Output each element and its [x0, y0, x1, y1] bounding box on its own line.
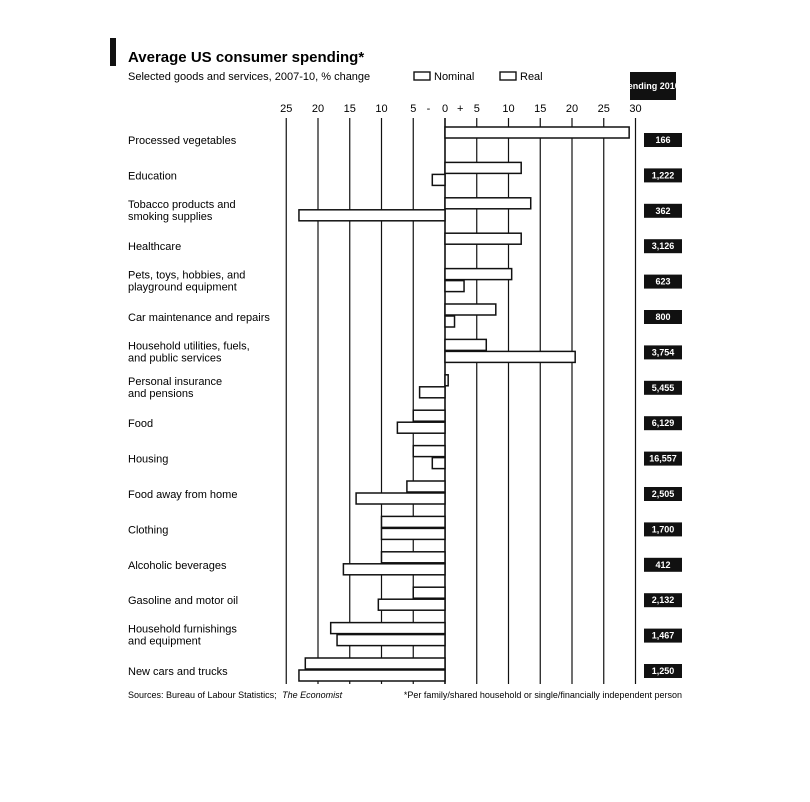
- chart-title: Average US consumer spending*: [128, 49, 365, 66]
- bar-nominal: [413, 587, 445, 598]
- spending-value: 2,505: [651, 489, 675, 499]
- bar-nominal: [445, 198, 531, 209]
- spending-value: 800: [655, 312, 671, 322]
- category-label: Alcoholic beverages: [128, 559, 227, 572]
- bar-real: [382, 528, 446, 539]
- tick-labels: [280, 103, 642, 115]
- bar-nominal: [407, 481, 445, 492]
- value-header-text: Spending 2010, $: [616, 81, 690, 91]
- bar-nominal: [445, 304, 496, 315]
- x-tick-label: +: [457, 103, 464, 115]
- spending-value: 362: [655, 205, 671, 216]
- footer: [128, 690, 682, 700]
- bar-nominal: [445, 375, 448, 386]
- footer-sources: [128, 690, 343, 700]
- spending-value: 166: [655, 135, 671, 145]
- bar-real: [432, 174, 445, 185]
- bar-nominal: [382, 552, 446, 563]
- spending-value: 3,126: [651, 241, 675, 252]
- x-tick-label: 15: [534, 103, 547, 115]
- category-label: Food: [128, 418, 154, 431]
- footer-sources-publication: The Economist: [282, 690, 343, 700]
- legend: [414, 71, 543, 83]
- chart-subtitle: Selected goods and services, 2007-10, % change: [128, 71, 371, 83]
- category-label: Pets, toys, hobbies, and playground equipment: [128, 269, 246, 294]
- bar-nominal: [413, 410, 445, 421]
- x-tick-label: -: [426, 103, 431, 115]
- category-label: Processed vegetables: [128, 135, 237, 147]
- bar-real: [299, 670, 445, 681]
- category-label: Housing: [128, 453, 169, 466]
- bar-real: [356, 493, 445, 504]
- bar-nominal: [413, 446, 445, 457]
- category-label: Household furnishings and equipment: [128, 623, 237, 648]
- bar-real: [343, 564, 445, 575]
- spending-value: 412: [655, 559, 671, 570]
- spending-value: 3,754: [651, 347, 675, 358]
- spending-values: [644, 133, 682, 678]
- bar-real: [299, 210, 445, 221]
- bar-nominal: [445, 162, 521, 173]
- bar-real: [445, 281, 464, 292]
- legend-label-real: Real: [520, 71, 543, 83]
- category-label: Food away from home: [128, 489, 238, 501]
- bars: [299, 127, 629, 681]
- category-label: Gasoline and motor oil: [128, 595, 239, 608]
- x-tick-label: 20: [311, 103, 325, 115]
- spending-value: 1,467: [651, 630, 675, 641]
- bar-real: [445, 351, 575, 362]
- bar-real: [445, 316, 455, 327]
- x-tick-label: 25: [280, 103, 293, 115]
- bar-nominal: [305, 658, 445, 669]
- category-label: Household utilities, fuels, and public services: [128, 340, 250, 365]
- x-tick-label: 25: [597, 103, 610, 115]
- bar-real: [337, 635, 445, 646]
- bar-nominal: [445, 269, 512, 280]
- spending-value: 623: [655, 276, 671, 287]
- bar-nominal: [331, 623, 445, 634]
- legend-swatch-real: [500, 72, 516, 80]
- footer-sources-label: Sources: Bureau of Labour Statistics;: [128, 690, 277, 700]
- spending-value: 1,700: [651, 524, 675, 535]
- bar-nominal: [445, 339, 486, 350]
- value-column-header: [616, 72, 690, 100]
- bar-nominal: [382, 516, 446, 527]
- bar-real: [378, 599, 445, 610]
- bar-real: [397, 422, 445, 433]
- spending-value: 2,132: [651, 595, 675, 606]
- legend-label-nominal: Nominal: [434, 71, 475, 83]
- title-marker: [110, 38, 116, 66]
- category-label: Education: [128, 170, 177, 183]
- x-tick-label: 5: [473, 103, 480, 115]
- footer-note: *Per family/shared household or single/financially independent person: [403, 690, 682, 700]
- spending-value: 16,557: [649, 453, 677, 464]
- category-label: Car maintenance and repairs: [128, 312, 270, 324]
- x-tick-label: 30: [629, 103, 642, 115]
- bar-real: [420, 387, 445, 398]
- x-tick-label: 10: [502, 103, 515, 115]
- x-tick-label: 20: [565, 103, 579, 115]
- x-tick-label: 15: [343, 103, 356, 115]
- category-label: Tobacco products and smoking supplies: [128, 198, 236, 223]
- category-label: Healthcare: [128, 241, 182, 254]
- category-label: New cars and trucks: [128, 666, 228, 678]
- bar-nominal: [445, 127, 629, 138]
- bar-nominal: [445, 233, 521, 244]
- bar-real: [432, 458, 445, 469]
- spending-value: 6,129: [651, 418, 675, 429]
- category-label: Personal insurance and pensions: [128, 375, 223, 400]
- category-label: Clothing: [128, 524, 169, 537]
- legend-swatch-nominal: [414, 72, 430, 80]
- x-tick-label: 5: [410, 103, 417, 115]
- x-tick-label: 10: [375, 103, 388, 115]
- spending-value: 1,222: [651, 170, 675, 181]
- x-tick-label: 0: [441, 103, 449, 115]
- spending-value: 5,455: [651, 382, 675, 393]
- category-labels: [128, 135, 270, 678]
- spending-value: 1,250: [651, 666, 675, 676]
